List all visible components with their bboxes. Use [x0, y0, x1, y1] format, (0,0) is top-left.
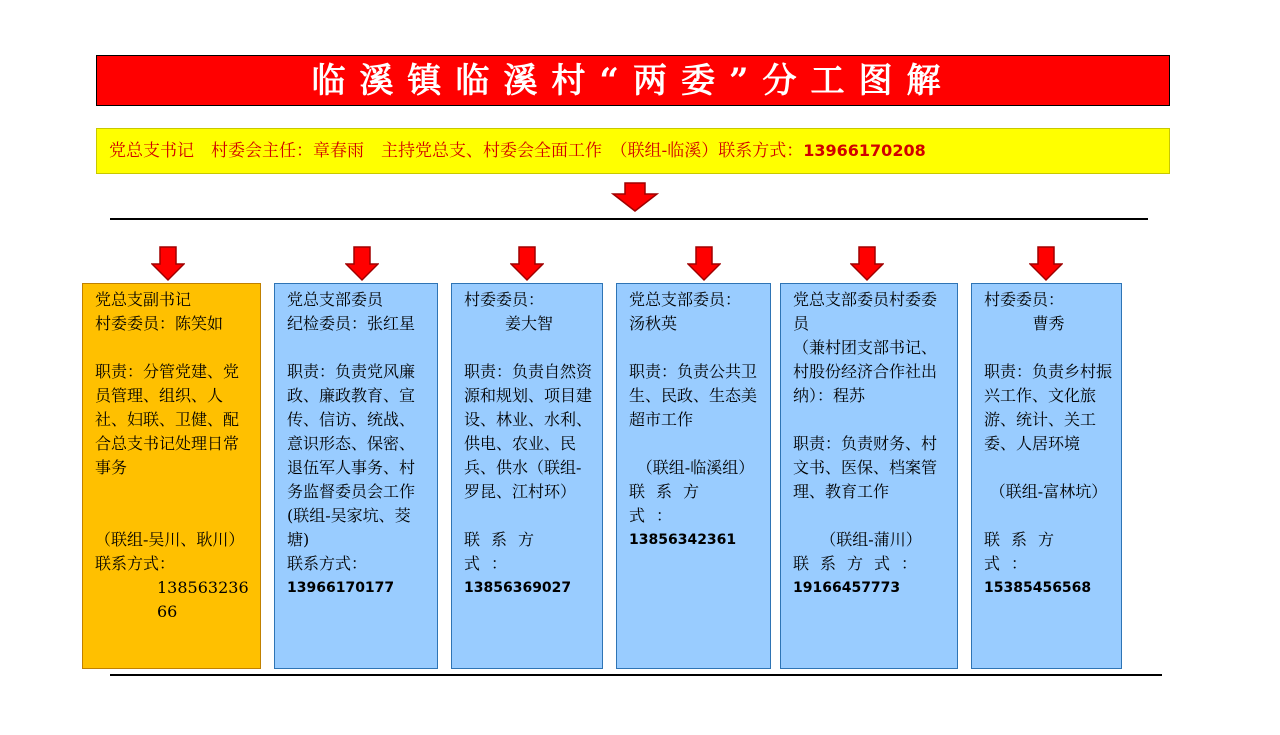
card-role: 村委委员： — [464, 290, 545, 309]
card-duty: 职责：分管党建、党员管理、组织、人社、妇联、卫健、配合总支书记处理日常事务 — [95, 362, 240, 477]
card-zhang-hongxing — [274, 283, 438, 669]
card-role: 村委委员： — [984, 290, 1065, 309]
card-duty: 职责：负责党风廉政、廉政教育、宣传、信访、统战、意识形态、保密、退伍军人事务、村务监督委员会工作 — [287, 362, 416, 501]
card-role: 党总支部委员 — [287, 290, 384, 309]
bottom-divider — [110, 674, 1162, 676]
card-phone: 13966170177 — [287, 580, 395, 596]
card-1-down-arrow-icon — [151, 246, 185, 282]
card-4-down-arrow-icon — [687, 246, 721, 282]
card-duty: 职责：负责自然资源和规划、项目建设、林业、水利、供电、农业、民兵、供水（联组-罗昆、江村环） — [464, 362, 593, 501]
card-group: （联组-蒲川） — [820, 530, 922, 549]
card-3-down-arrow-icon — [510, 246, 544, 282]
card-2-down-arrow-icon — [345, 246, 379, 282]
card-group: （联组-吴川、耿川） — [95, 530, 245, 549]
top-divider — [110, 218, 1148, 220]
card-role: 党总支副书记 — [95, 290, 192, 309]
card-name: （兼村团支部书记、村股份经济合作社出纳）：程苏 — [793, 338, 938, 405]
card-name: 村委委员：陈笑如 — [95, 314, 224, 333]
leader-summary — [96, 128, 1170, 174]
card-cao-xiu — [971, 283, 1122, 669]
card-phone: 13856369027 — [464, 580, 572, 596]
card-name: 姜大智 — [504, 314, 553, 333]
card-phone-part2: 66 — [157, 602, 178, 621]
card-group: (联组-吴家坑、茭塘) — [287, 506, 411, 549]
card-jiang-dazhi — [451, 283, 603, 669]
leader-phone: 13966170208 — [803, 141, 926, 160]
card-contact-label: 联系方式： — [464, 530, 546, 573]
card-phone: 15385456568 — [984, 580, 1092, 596]
card-group: （联组-临溪组） — [636, 458, 755, 477]
card-tang-qiuying — [616, 283, 771, 669]
card-cheng-su — [780, 283, 958, 669]
card-role: 党总支部委员： — [629, 290, 742, 309]
card-contact-label: 联系方式： — [287, 554, 368, 573]
card-phone: 13856342361 — [629, 532, 737, 548]
card-duty: 职责：负责财务、村文书、医保、档案管理、教育工作 — [793, 434, 938, 501]
page-title: 临溪镇临溪村“两委”分工图解 — [96, 55, 1170, 106]
card-role: 党总支部委员村委委员 — [793, 290, 938, 333]
card-phone-part1: 138563236 — [157, 578, 249, 597]
card-name: 纪检委员：张红星 — [287, 314, 416, 333]
card-chen-xiaoru — [82, 283, 261, 669]
card-6-down-arrow-icon — [1029, 246, 1063, 282]
card-phone: 19166457773 — [793, 580, 901, 596]
card-contact-label: 联系方式： — [984, 530, 1066, 573]
card-5-down-arrow-icon — [850, 246, 884, 282]
card-contact-label: 联系方式： — [629, 482, 711, 525]
card-duty: 职责：负责公共卫生、民政、生态美超市工作 — [629, 362, 758, 429]
card-name: 汤秋英 — [629, 314, 678, 333]
card-duty: 职责：负责乡村振兴工作、文化旅游、统计、关工委、人居环境 — [984, 362, 1113, 453]
main-down-arrow-icon — [611, 182, 659, 212]
leader-summary-text: 党总支书记 村委会主任：章春雨 主持党总支、村委会全面工作 （联组-临溪）联系方式： — [109, 141, 804, 161]
card-contact-label: 联系方式： — [95, 554, 176, 573]
card-name: 曹秀 — [1032, 314, 1065, 333]
card-contact-label: 联系方式： — [793, 554, 929, 573]
card-group: （联组-富林坑） — [989, 482, 1108, 501]
